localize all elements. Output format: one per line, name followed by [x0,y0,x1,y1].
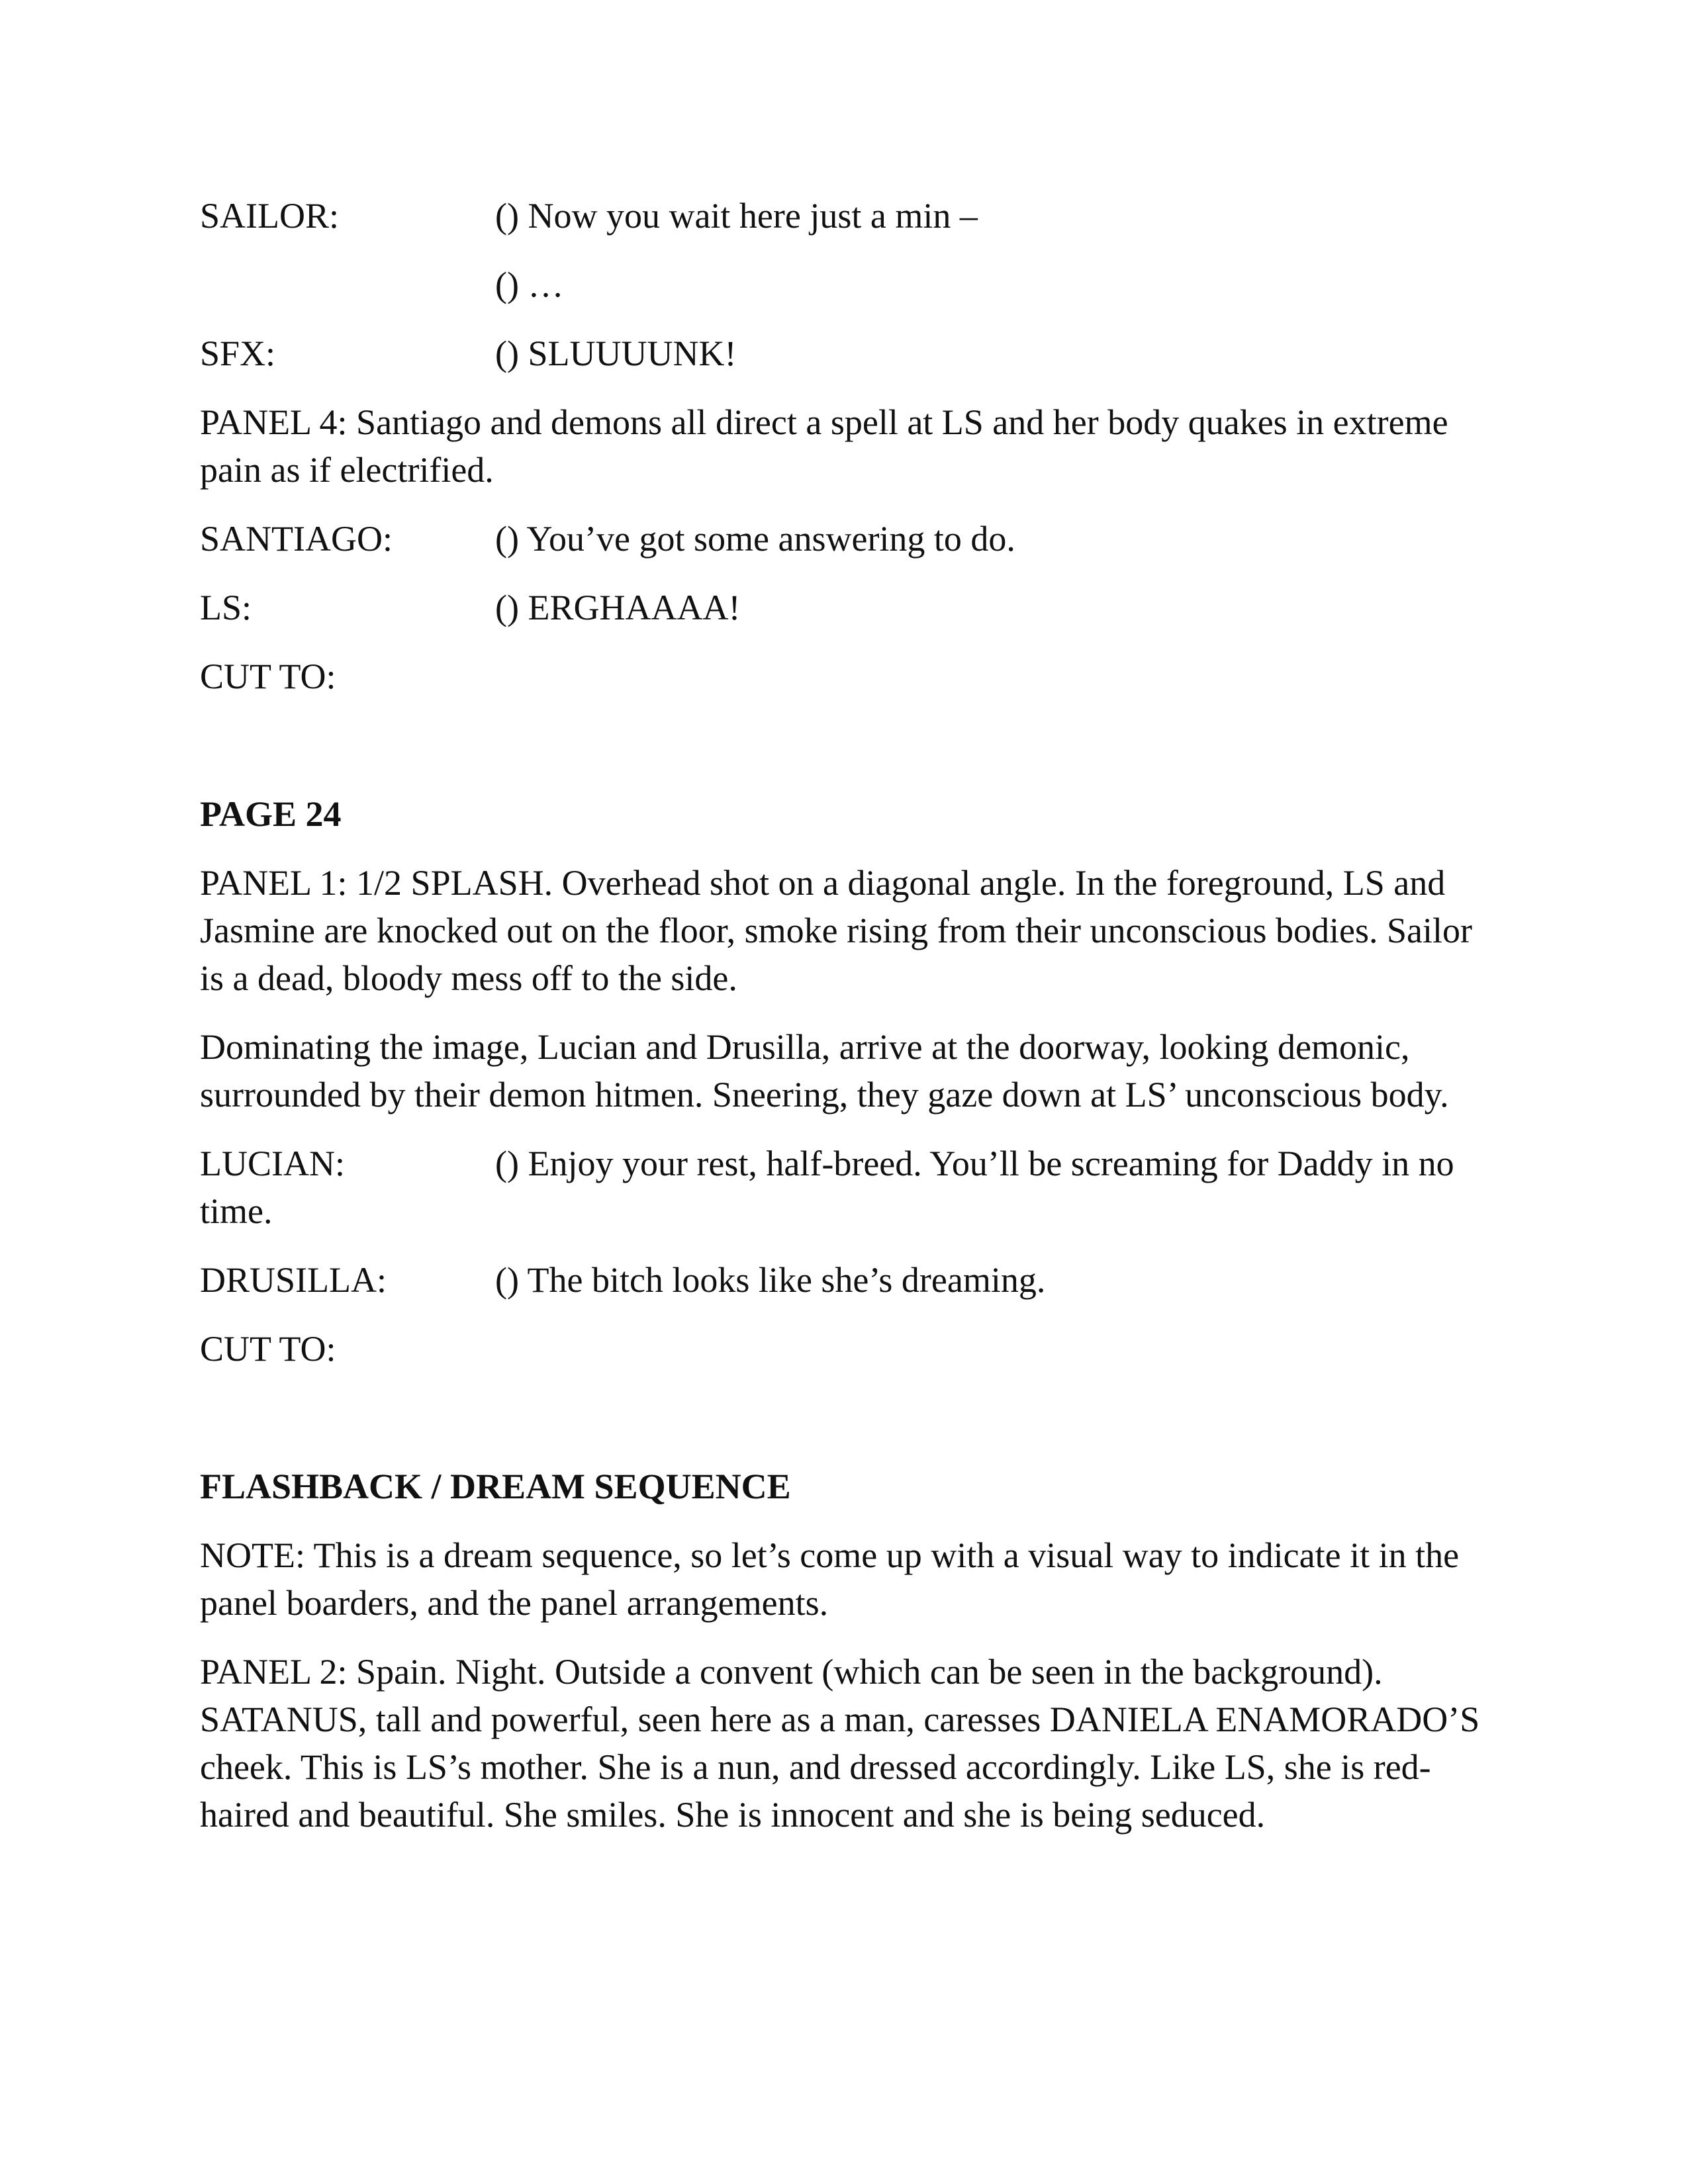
note: NOTE: This is a dream sequence, so let’s come up with a visual way to indicate it in the panel boarders, and the panel arrangements. [200,1535,1460,1623]
spacer [200,1394,1491,1463]
transition: CUT TO: [200,657,336,696]
panel-description: Dominating the image, Lucian and Drusilla, arrive at the doorway, looking demonic, surrounded by their demon hitmen. Sneering, they gaze down at LS’ unconscious body. [200,1027,1449,1115]
dialogue-text: () SLUUUUNK! [495,334,737,373]
section-heading: FLASHBACK / DREAM SEQUENCE [200,1467,791,1506]
page-heading: PAGE 24 [200,794,342,834]
dialogue-line [200,192,1491,240]
script-page [200,192,1491,1860]
dialogue-text: () … [495,265,564,304]
speaker-name: SANTIAGO: [200,519,393,559]
dialogue-text: () The bitch looks like she’s dreaming. [495,1260,1046,1300]
transition: CUT TO: [200,1329,336,1369]
dialogue-text: () ERGHAAAA! [495,588,741,627]
speaker-name: DRUSILLA: [200,1260,387,1300]
speaker-name [200,261,495,308]
panel-description: PANEL 2: Spain. Night. Outside a convent (which can be seen in the background). SATANUS, tall and powerful, seen here as a man, caresses DANIELA ENAMORADO’S cheek. This is LS’s mother. She is a nun, and dressed accordingly. Like LS, she is red-haired and beautiful. She smiles. She is innocent and she is being seduced. [200,1652,1480,1835]
dialogue-text: () Now you wait here just a min – [495,196,978,236]
dialogue-line [200,584,1491,631]
speaker-name: SAILOR: [200,196,340,236]
dialogue-text: () You’ve got some answering to do. [495,519,1015,559]
dialogue-line [200,515,1491,563]
panel-description: PANEL 4: Santiago and demons all direct a spell at LS and her body quakes in extreme pain as if electrified. [200,402,1448,490]
dialogue-line [200,330,1491,377]
dialogue-line [200,261,1491,308]
spacer [200,721,1491,790]
panel-description: PANEL 1: 1/2 SPLASH. Overhead shot on a diagonal angle. In the foreground, LS and Jasmine are knocked out on the floor, smoke rising from their unconscious bodies. Sailor is a dead, bloody mess off to the side. [200,863,1472,998]
dialogue-line [200,1256,1491,1304]
dialogue-line [200,1140,1491,1235]
speaker-name: SFX: [200,334,276,373]
speaker-name: LUCIAN: [200,1144,345,1183]
dialogue-text: () Enjoy your rest, half-breed. You’ll be screaming for Daddy in no time. [200,1144,1454,1231]
speaker-name: LS: [200,588,252,627]
